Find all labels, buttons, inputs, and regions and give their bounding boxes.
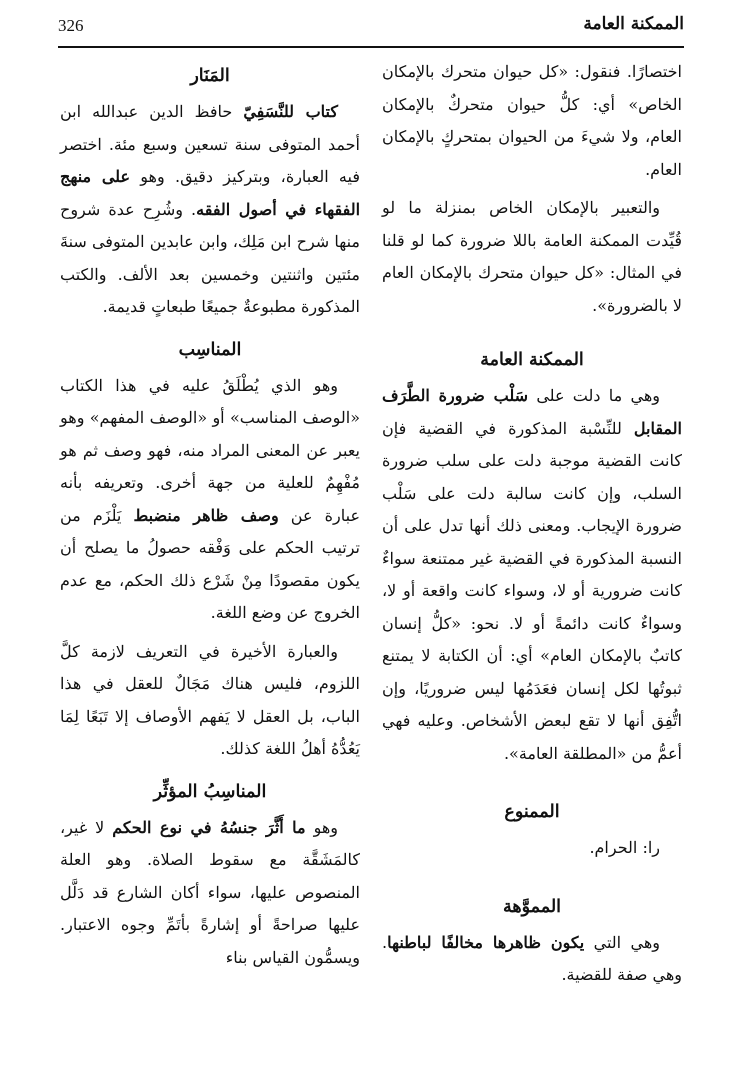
paragraph	[60, 370, 360, 630]
text-run: لا غير، كالمَشَقَّة مع سقوط الصلاة. وهو العلة المنصوص عليها، سواء أكان الشارع قد دَلَّل عليها صراحةً أو إشارةً بأتَمِّ وجوه الاعتبار. ويسمُّون القياس بناء	[60, 817, 360, 967]
bold-term: على منهج الفقهاء في أصول الفقه	[60, 167, 361, 219]
paragraph	[60, 812, 360, 975]
bold-term: يكون ظاهرها مخالفًا لباطنها	[387, 932, 585, 952]
paragraph	[60, 96, 360, 324]
entry-heading-mumkina-amma: الممكنة العامة	[480, 350, 584, 370]
bold-term: ما أَثَّرَ جنسُهُ في نوع الحكم	[112, 817, 306, 837]
page-header	[58, 0, 684, 48]
left-column	[60, 56, 360, 980]
bold-term: وصف ظاهر منضبط	[133, 505, 279, 525]
text-run: وهي ما دلت على	[528, 386, 660, 405]
cross-reference: را: الحرام.	[589, 838, 660, 857]
text-run: حافظ الدين عبدالله ابن أحمد المتوفى سنة تسعين وسبع مئة. اختصر فيه العبارة، وبتركيز دقيق. وهو	[60, 102, 360, 186]
text-run: وهي التي	[584, 932, 661, 952]
bold-term: سَلْب ضرورة الطَّرَف المقابل	[382, 386, 682, 438]
entry-heading-mamnu: الممنوع	[504, 802, 560, 822]
entry-heading-mumawwaha: المموَّهة	[502, 896, 562, 917]
text-run: . وشُرِح عدة شروح منها شرح ابن مَلِك، وابن عابدين المتوفى سنةَ مئتين واثنتين وخمسين بعد الألف. والكتب المذكورة مطبوعةٌ جميعًا طبعاتٍ قديمة.	[60, 199, 360, 316]
text-run: وهو	[305, 817, 339, 837]
paragraph: والعبارة الأخيرة في التعريف لازمة كلَّ اللزوم، فليس هناك مَجَالٌ للعقل في هذا الباب، بل العقل لا يَفهم الأوصاف إلا تَبَعًا لِمَا يَعُدُّهُ أهلُ اللغة كذلك.	[60, 641, 360, 758]
text-run: . وهي صفة للقضية.	[382, 932, 682, 984]
entry-heading-munasib-muaththir: المناسِبُ المؤثِّر	[153, 781, 267, 802]
paragraph: والتعبير بالإمكان الخاص بمنزلة ما لو قُيِّدت الممكنة العامة باللا ضرورة كما لو قلنا في المثال: «كل حيوان متحرك بالإمكان العام لا بالضرورة».	[382, 198, 682, 315]
right-column	[382, 56, 682, 998]
bold-term: كتاب للنَّسَفِيّ	[243, 102, 338, 121]
text-run: وهو الذي يُطْلَقُ عليه في هذا الكتاب «الوصف المناسب» أو «الوصف المفهم» وهو يعبر عن المعنى المراد منه، فهو وصف ثم هو مُفْهِمٌ للعلية من جهة أخرى. وتعريفه بأنه عبارة عن	[60, 375, 360, 525]
entry-heading-manar: المَنَار	[190, 66, 230, 86]
entry-heading-munasib: المناسِب	[178, 339, 242, 360]
paragraph: اختصارًا. فنقول: «كل حيوان متحرك بالإمكان الخاص» أي: كلُّ حيوان متحركٌ بالإمكان العام، ولا شيءَ من الحيوان بمتحركٍ بالإمكان العام.	[382, 62, 682, 179]
page-number: 326	[58, 16, 84, 35]
paragraph	[382, 380, 682, 770]
running-title: الممكنة العامة	[583, 14, 684, 34]
paragraph	[382, 927, 682, 992]
text-run: للنِّسْبة المذكورة في القضية فإن كانت القضية موجبة دلت على سلب ضرورة السلب، وإن كانت سالبة دلت على سَلْب ضرورة الإيجاب. ومعنى ذلك أنها تدل على أن النسبة المذكورة في القضية غير ممتنعة سواءٌ كانت ضرورية أو لا، وسواء كانت واقعة أو لا، وسواءٌ كانت دائمةً أو لا. نحو: «كلُّ إنسان كاتبٌ بالإمكان العام» أي: أن الكتابة لا يمتنع ثبوتُها لكل إنسان فعَدَمُها ليس ضروريًا، وإن اتُّفِق أنها لا تقع لبعض الأشخاص. وعليه فهي أعمُّ من «المطلقة العامة».	[382, 418, 682, 763]
text-run: يَلْزَم من ترتيب الحكم على وَفْقه حصولُ ما يصلح أن يكون مقصودًا مِنْ شَرْع ذلك الحكم، مع عدم الخروج عن وضع اللغة.	[60, 505, 360, 622]
